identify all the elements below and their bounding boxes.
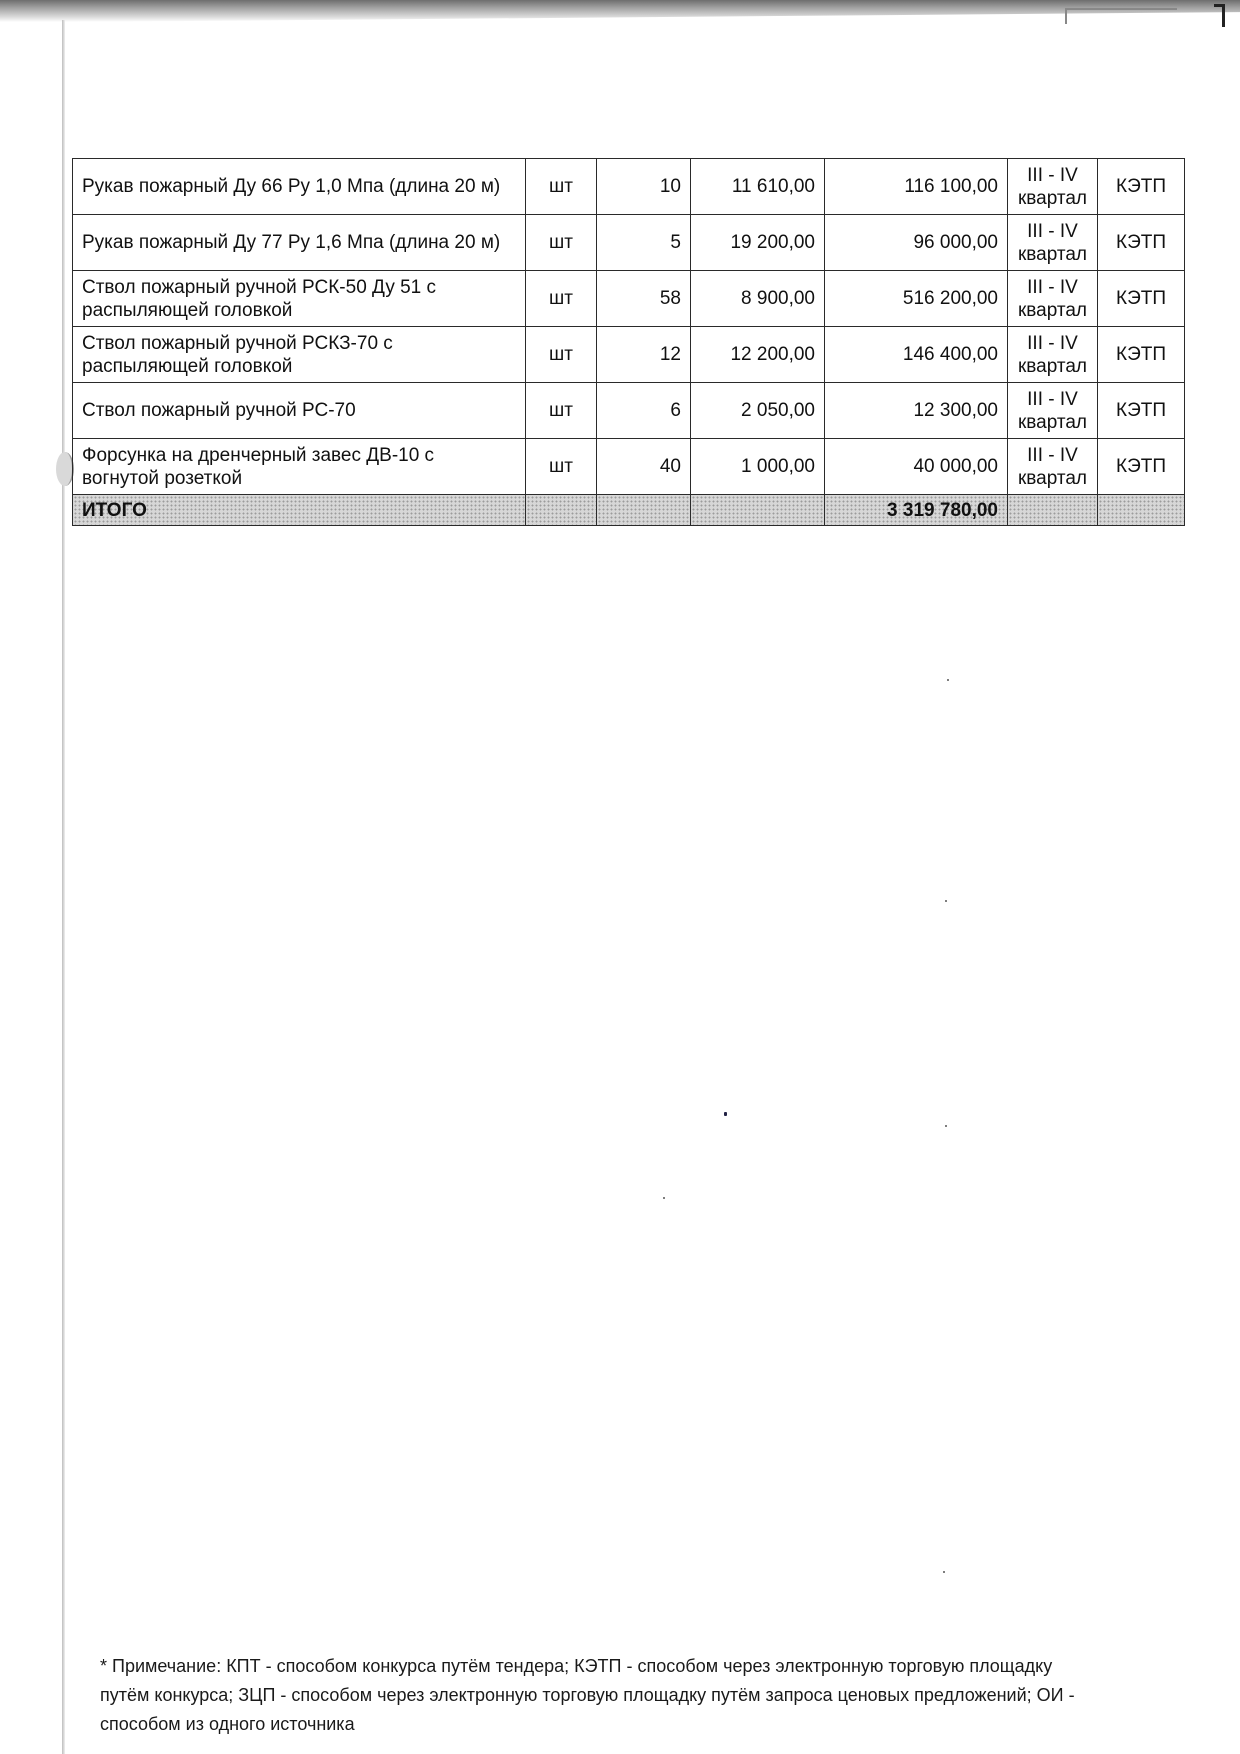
unit-price-cell: 12 200,00 xyxy=(691,327,825,383)
period-line: III - IV xyxy=(1027,332,1078,354)
unit-price-cell: 1 000,00 xyxy=(691,439,825,495)
period-line: III - IV xyxy=(1027,388,1078,410)
unit-price-cell: 2 050,00 xyxy=(691,383,825,439)
period-line: квартал xyxy=(1017,411,1088,433)
period-cell xyxy=(1008,215,1098,271)
unit-cell: шт xyxy=(526,439,597,495)
method-cell: КЭТП xyxy=(1098,327,1185,383)
amount-cell: 516 200,00 xyxy=(825,271,1008,327)
amount-cell: 40 000,00 xyxy=(825,439,1008,495)
period-line: квартал xyxy=(1017,187,1088,209)
unit-price-cell: 11 610,00 xyxy=(691,159,825,215)
total-row xyxy=(73,495,1185,526)
period-line: квартал xyxy=(1017,299,1088,321)
item-name-cell: Ствол пожарный ручной РС-70 xyxy=(73,383,526,439)
item-name-cell: Ствол пожарный ручной РСКЗ-70 с распыляющей головкой xyxy=(73,327,526,383)
unit-cell: шт xyxy=(526,383,597,439)
item-name-cell: Рукав пожарный Ду 77 Ру 1,6 Мпа (длина 20 м) xyxy=(73,215,526,271)
footnote: * Примечание: КПТ - способом конкурса путём тендера; КЭТП - способом через электронную торговую площадку путём конкурса; ЗЦП - способом через электронную торговую площадку путём запроса ценовых предложений; ОИ - способом из одного источника xyxy=(100,1656,1075,1734)
total-empty-cell xyxy=(526,495,597,526)
scan-speck xyxy=(945,900,947,902)
quantity-cell: 10 xyxy=(597,159,691,215)
method-cell: КЭТП xyxy=(1098,215,1185,271)
unit-cell: шт xyxy=(526,327,597,383)
quantity-cell: 6 xyxy=(597,383,691,439)
amount-cell: 96 000,00 xyxy=(825,215,1008,271)
item-name-cell: Рукав пожарный Ду 66 Ру 1,0 Мпа (длина 20 м) xyxy=(73,159,526,215)
scan-edge xyxy=(62,20,65,1754)
total-empty-cell xyxy=(1008,495,1098,526)
scan-speck xyxy=(663,1197,665,1199)
table-row xyxy=(73,215,1185,271)
period-line: III - IV xyxy=(1027,444,1078,466)
item-name-cell: Ствол пожарный ручной РСК-50 Ду 51 с распыляющей головкой xyxy=(73,271,526,327)
scan-speck xyxy=(945,1125,947,1127)
amount-cell: 116 100,00 xyxy=(825,159,1008,215)
item-name-cell: Форсунка на дренчерный завес ДВ-10 с вогнутой розеткой xyxy=(73,439,526,495)
quantity-cell: 58 xyxy=(597,271,691,327)
period-cell xyxy=(1008,327,1098,383)
table-body xyxy=(73,159,1185,495)
scan-speck xyxy=(943,1571,945,1573)
unit-cell: шт xyxy=(526,271,597,327)
period-line: квартал xyxy=(1017,355,1088,377)
period-line: квартал xyxy=(1017,467,1088,489)
total-empty-cell xyxy=(1098,495,1185,526)
scan-shadow xyxy=(0,0,1240,22)
quantity-cell: 12 xyxy=(597,327,691,383)
unit-price-cell: 19 200,00 xyxy=(691,215,825,271)
scan-corner-mark xyxy=(1065,8,1177,24)
method-cell: КЭТП xyxy=(1098,383,1185,439)
quantity-cell: 5 xyxy=(597,215,691,271)
amount-cell: 146 400,00 xyxy=(825,327,1008,383)
unit-price-cell: 8 900,00 xyxy=(691,271,825,327)
period-cell xyxy=(1008,439,1098,495)
table-row xyxy=(73,271,1185,327)
quantity-cell: 40 xyxy=(597,439,691,495)
table-row xyxy=(73,327,1185,383)
table-row xyxy=(73,383,1185,439)
method-cell: КЭТП xyxy=(1098,439,1185,495)
unit-cell: шт xyxy=(526,215,597,271)
scan-speck xyxy=(724,1112,727,1116)
period-cell xyxy=(1008,271,1098,327)
total-label: ИТОГО xyxy=(73,495,526,526)
table-row xyxy=(73,439,1185,495)
total-empty-cell xyxy=(691,495,825,526)
period-line: III - IV xyxy=(1027,276,1078,298)
procurement-table xyxy=(72,158,1185,526)
period-cell xyxy=(1008,159,1098,215)
scan-corner-mark-right xyxy=(1214,4,1225,27)
total-empty-cell xyxy=(597,495,691,526)
period-cell xyxy=(1008,383,1098,439)
method-cell: КЭТП xyxy=(1098,271,1185,327)
period-line: III - IV xyxy=(1027,220,1078,242)
scan-speck xyxy=(947,679,949,681)
period-line: квартал xyxy=(1017,243,1088,265)
table-row xyxy=(73,159,1185,215)
amount-cell: 12 300,00 xyxy=(825,383,1008,439)
total-sum: 3 319 780,00 xyxy=(825,495,1008,526)
unit-cell: шт xyxy=(526,159,597,215)
method-cell: КЭТП xyxy=(1098,159,1185,215)
period-line: III - IV xyxy=(1027,164,1078,186)
